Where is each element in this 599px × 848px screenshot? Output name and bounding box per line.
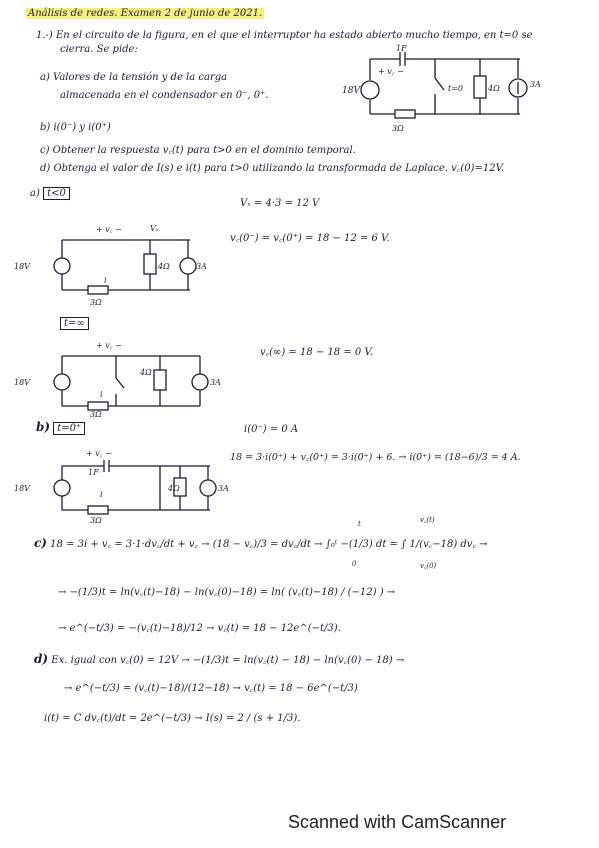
- scanner-watermark: Scanned with CamScanner: [288, 812, 507, 832]
- section-b-eq1: i(0⁻) = 0 A: [244, 424, 299, 435]
- circuit-a-vx: Vₓ: [150, 224, 159, 233]
- section-c-vc-lower: v꜀(0): [420, 562, 437, 570]
- section-c-eq1: [34, 536, 487, 550]
- circuit-inf-i: i: [100, 390, 103, 399]
- question-a-line-2: almacenada en el condensador en 0⁻, 0⁺.: [60, 90, 269, 101]
- circuit-b-cap: 1F: [88, 468, 99, 477]
- question-c: c) Obtener la respuesta v꜀(t) para t>0 en el dominio temporal.: [40, 145, 356, 156]
- section-b-eq2: 18 = 3·i(0⁺) + v꜀(0⁺) = 3·i(0⁺) + 6. → i(0⁺) = (18−6)/3 = 4 A.: [230, 452, 521, 463]
- circuit-inf-src-i: 3A: [210, 378, 221, 387]
- problem-line-1: 1.-) En el circuito de la figura, en el que el interruptor ha estado abierto mucho tiempo, en t=0 se: [36, 30, 533, 41]
- circuit-inf-res-par: 4Ω: [140, 368, 152, 377]
- section-c-t-lower: 0: [352, 560, 357, 568]
- section-c-vc-upper: v꜀(t): [420, 516, 435, 524]
- section-d-letter: d): [34, 652, 49, 666]
- circuit-a-res-ser: 3Ω: [90, 298, 102, 307]
- section-c-eq2: → −(1/3)t = ln(v꜀(t)−18) − ln(v꜀(0)−18) = ln( (v꜀(t)−18) / (−12) ) →: [58, 587, 396, 598]
- problem-line-2: cierra. Se pide:: [60, 44, 138, 55]
- section-a-boxed: t<0: [43, 187, 70, 200]
- section-d-eq3: i(t) = C dv꜀(t)/dt = 2e^(−t/3) → I(s) = 2 / (s + 1/3).: [44, 713, 301, 724]
- res-par-label: 4Ω: [488, 84, 500, 93]
- circuit-inf-vc: + v꜀ −: [96, 341, 122, 350]
- section-a-eq2: v꜀(0⁻) = v꜀(0⁺) = 18 − 12 = 6 V.: [230, 233, 390, 244]
- section-d-eq2: → e^(−t/3) = (v꜀(t)−18)/(12−18) → v꜀(t) = 18 − 6e^(−t/3): [64, 683, 358, 694]
- circuit-b-i: i: [100, 490, 103, 499]
- res-ser-label: 3Ω: [392, 124, 404, 133]
- circuit-inf-src-v: 18V: [14, 378, 30, 387]
- circuit-b-res-par: 4Ω: [168, 484, 180, 493]
- question-a-line-1: a) Valores de la tensión y de la carga: [40, 72, 228, 83]
- section-c-eq1-text: 18 = 3i + v꜀ = 3·1·dv꜀/dt + v꜀ → (18 − v꜀)/3 = dv꜀/dt → ∫₀ᵗ −(1/3) dt = ∫ 1/(v꜀−18) dv꜀ →: [50, 539, 488, 550]
- circuit-a-i: i: [104, 276, 107, 285]
- section-a-label: [30, 188, 70, 199]
- circuit-a-vc: + v꜀ −: [96, 225, 122, 234]
- section-inf-boxed: t=∞: [60, 317, 89, 330]
- section-c-letter: c): [34, 536, 47, 550]
- circuit-a-res-par: 4Ω: [158, 262, 170, 271]
- circuit-a-diagram: [40, 232, 220, 302]
- exam-header: Análisis de redes. Examen 2 de junio de 2021.: [28, 8, 263, 19]
- section-d-eq1-text: Ex. igual con v꜀(0) = 12V → −(1/3)t = ln(v꜀(t) − 18) − ln(v꜀(0) − 18) →: [51, 655, 405, 666]
- section-c-eq3: → e^(−t/3) = −(v꜀(t)−18)/12 → v꜀(t) = 18 − 12e^(−t/3).: [58, 623, 341, 634]
- switch-label: t=0: [448, 84, 464, 93]
- circuit-b-diagram: [40, 458, 230, 530]
- section-b-label: [36, 420, 85, 434]
- cap-label: 1F: [396, 44, 407, 53]
- section-c-t-upper: t: [358, 520, 361, 528]
- circuit-a-src-v: 18V: [14, 262, 30, 271]
- circuit-inf-res-ser: 3Ω: [90, 410, 102, 419]
- source-v-label: 18V: [342, 86, 360, 96]
- section-inf-label: [60, 318, 89, 329]
- section-inf-eq: v꜀(∞) = 18 − 18 = 0 V.: [260, 347, 374, 358]
- circuit-a-src-i: 3A: [196, 262, 207, 271]
- circuit-b-res-ser: 3Ω: [90, 516, 102, 525]
- section-a-eq1: Vₓ = 4·3 = 12 V: [240, 198, 320, 209]
- vc-label: + v꜀ −: [378, 67, 404, 76]
- section-b-letter: b): [36, 420, 51, 434]
- circuit-b-src-v: 18V: [14, 484, 30, 493]
- circuit-inf-diagram: [40, 348, 230, 418]
- section-b-boxed: t=0⁺: [53, 422, 85, 435]
- question-b: b) i(0⁻) y i(0⁺): [40, 122, 111, 133]
- circuit-b-src-i: 3A: [218, 484, 229, 493]
- circuit-b-vc: + v꜀ −: [86, 449, 112, 458]
- source-i-label: 3A: [530, 80, 541, 89]
- main-circuit-diagram: [340, 44, 550, 134]
- section-d-eq1: [34, 652, 404, 666]
- question-d: d) Obtenga el valor de I(s) e i(t) para t>0 utilizando la transformada de Laplace. v꜀(0)=12V.: [40, 163, 505, 174]
- section-a-letter: a): [30, 188, 40, 199]
